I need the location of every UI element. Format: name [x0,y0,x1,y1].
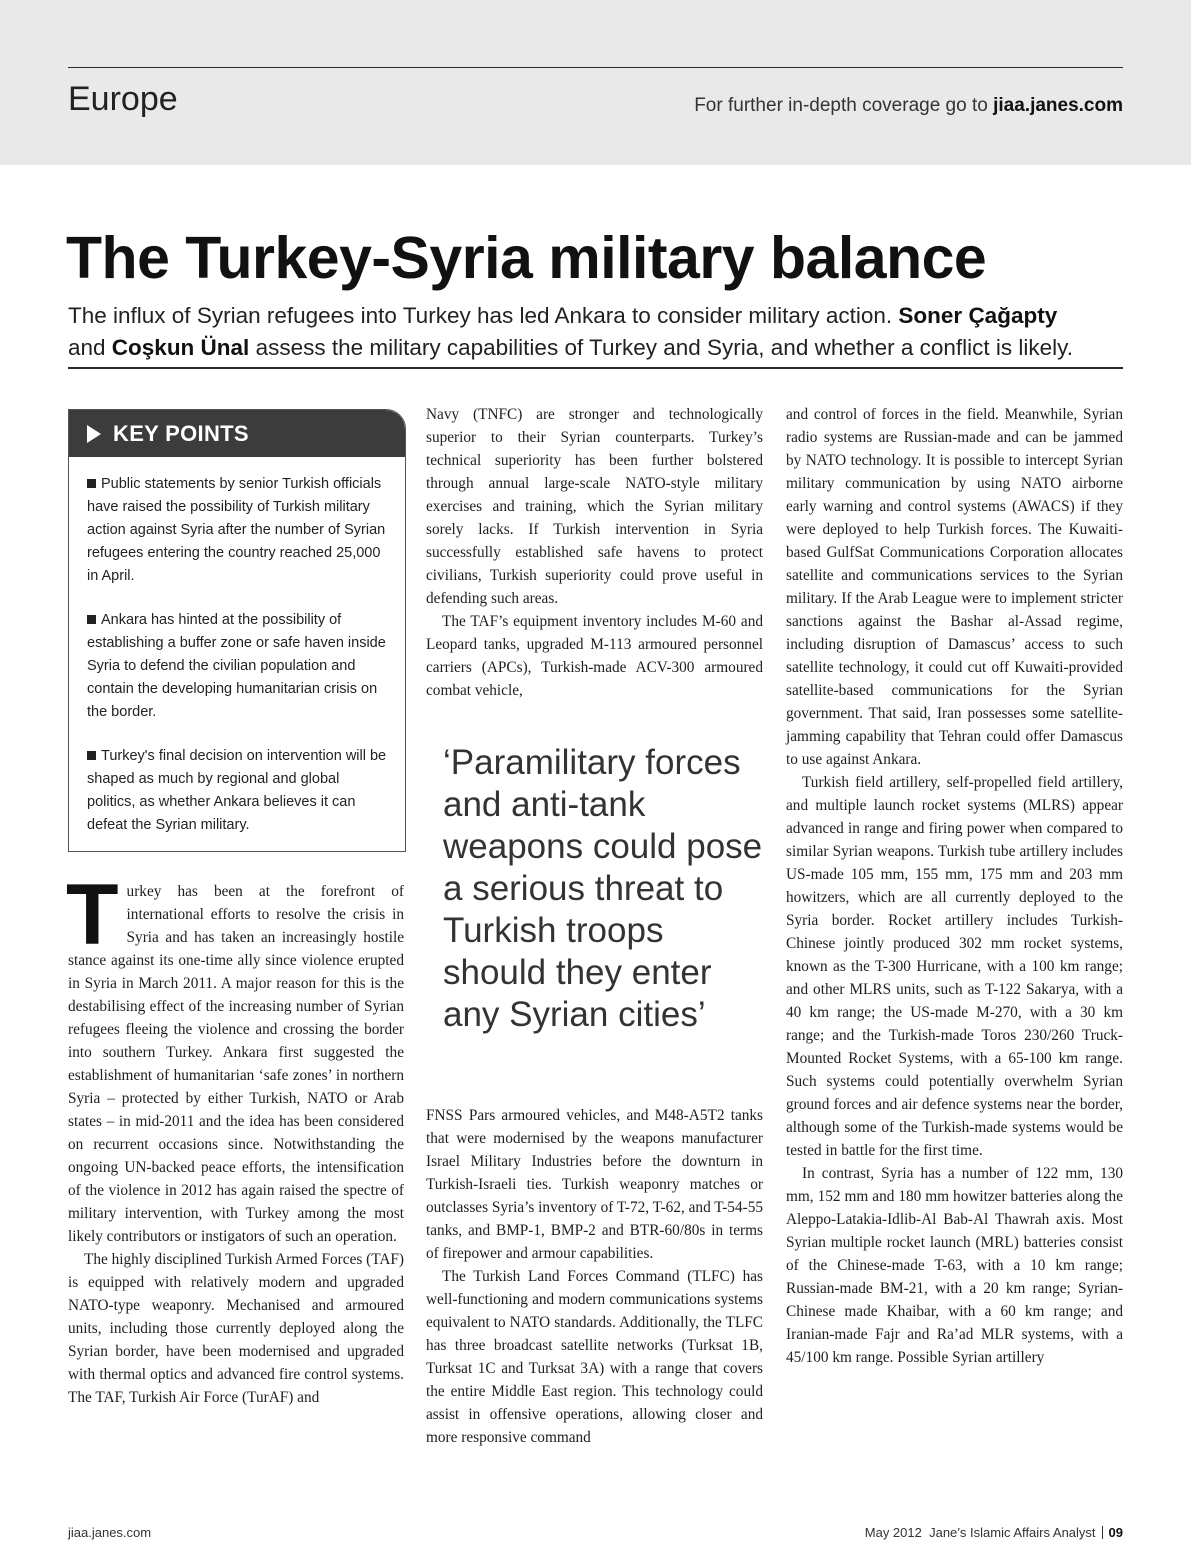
key-points-title: KEY POINTS [113,420,249,446]
standfirst [68,300,1128,364]
header-band [0,0,1191,165]
footer-date: May 2012 [864,1525,922,1540]
key-point-text: Ankara has hinted at the possibility of establishing a buffer zone or safe haven inside Syria to defend the civilian population and contain the developing humanitarian crisis on the border. [87,612,386,720]
play-arrow-icon [87,425,101,443]
header-note [694,95,1123,117]
body-column-2-top [426,403,763,702]
section-label: Europe [68,80,178,118]
body-paragraph: Navy (TNFC) are stronger and technologically superior to their Syrian counterparts. Turkey’s technical superiority has been further bolstered through annual large-scale NATO-style military exercises and training, which the Syrian military sorely lacks. If Turkish intervention in Syria successfully established safe havens to protect civilians, Turkish superiority could prove useful in defending such areas. [426,406,763,607]
body-column-2-bottom [426,1104,763,1449]
key-points-header [69,410,405,457]
footer-publication: Jane’s Islamic Affairs Analyst [929,1525,1096,1540]
body-paragraph: The highly disciplined Turkish Armed Forces (TAF) is equipped with relatively modern and upgraded NATO-type weaponry. Mechanised and armoured units, including those currently deployed along the Syrian border, have been modernised and upgraded with thermal optics and advanced fire control systems. The TAF, Turkish Air Force (TurAF) and [68,1251,404,1406]
key-point-item [87,609,387,724]
header-link[interactable]: jiaa.janes.com [993,95,1123,116]
headline-rule [68,367,1123,369]
body-paragraph: FNSS Pars armoured vehicles, and M48-A5T2 tanks that were modernised by the weapons manufacturer Israel Military Industries before the downturn in Turkish-Israeli ties. Turkish weaponry matches or outclasses Syria’s inventory of T-72, T-62, and T-54-55 tanks, and BMP-1, BMP-2 and BTR-60/80s in terms of firepower and armour capabilities. [426,1107,763,1262]
header-rule [68,67,1123,68]
body-paragraph: The Turkish Land Forces Command (TLFC) has well-functioning and modern communications systems equivalent to NATO standards. Additionally, the TLFC has three broadcast satellite networks (Turksat 1B, Turksat 1C and Turksat 3A) with a range that covers the entire Middle East region. This technology could assist in offensive operations, allowing closer and more responsive command [426,1268,763,1446]
footer-website[interactable]: jiaa.janes.com [68,1525,152,1540]
square-bullet-icon [87,479,96,488]
body-paragraph: In contrast, Syria has a number of 122 mm, 130 mm, 152 mm and 180 mm howitzer batteries along the Aleppo-Latakia-Idlib-Al Bab-Al Thawrah axis. Most Syrian multiple rocket launch (MRL) batteries consist of the Chinese-made T-63, with a 10 km range; Russian-made BM-21, with a 20 km range; Syrian-Chinese made Khaibar, with a 60 km range; and Iranian-made Fajr and Ra’ad MLR systems, with a 45/100 km range. Possible Syrian artillery [786,1165,1123,1366]
footer-info [865,1525,1123,1540]
square-bullet-icon [87,751,96,760]
body-paragraph: Turkish field artillery, self-propelled field artillery, and multiple launch rocket systems (MLRS) appear advanced in range and firing power when compared to similar Syrian weapons. Turkish tube artillery includes US-made 105 mm, 155 mm, 175 mm and 203 mm howitzers, which are all currently deployed to the Syria border. Rocket artillery includes Turkish-Chinese jointly produced 302 mm rocket systems, known as the T-300 Hurricane, with a 100 km range; and other MLRS units, such as T-122 Sakarya, with a 40 km range; the US-made M-270, with a 30 km range; and the Turkish-made Toros 230/260 Truck-Mounted Rocket Systems, with a 65-100 km range. Such systems could potentially overwhelm Syrian ground forces and air defence systems near the border, although some of the Turkish-made systems would be tested in battle for the first time. [786,774,1123,1159]
body-paragraph: and control of forces in the field. Meanwhile, Syrian radio systems are Russian-made and can be jammed by NATO technology. It is possible to intercept Syrian military communication by using NATO airborne early warning and control systems (AWACS) if they were deployed to help Turkish forces. The Kuwaiti-based GulfSat Communications Corporation allocates satellite and communications services to the Syrian military. If the Arab League were to implement stricter sanctions against the Bashar al-Assad regime, including disruption of Damascus’ access to such satellite technology, it could cut off Kuwaiti-provided satellite-based communications for the Syrian government. That said, Iran possesses some satellite-jamming capability that Tehran could offer Damascus to use against Ankara. [786,406,1123,768]
page-number: 09 [1108,1525,1123,1540]
author-2: Coşkun Ünal [111,335,250,360]
key-point-text: Public statements by senior Turkish officials have raised the possibility of Turkish military action against Syria after the number of Syrian refugees entering the country reached 25,000 in April. [87,476,386,584]
author-1: Soner Çağapty [898,303,1058,328]
drop-cap: T [66,867,119,963]
key-point-text: Turkey's final decision on intervention will be shaped as much by regional and global politics, as whether Ankara believes it can defeat the Syrian military. [87,748,387,833]
body-paragraph: The TAF’s equipment inventory includes M-60 and Leopard tanks, upgraded M-113 armoured personnel carriers (APCs), Turkish-made ACV-300 armoured combat vehicle, [426,613,763,699]
body-text: urkey has been at the forefront of international efforts to resolve the crisis in Syria and has taken an increasingly hostile stance against its one-time ally since violence erupted in Syria in March 2011. A major reason for this is the destabilising effect of the increasing number of Syrian refugees fleeing the violence and crossing the border into southern Turkey. Ankara first suggested the establishment of humanitarian ‘safe zones’ in northern Syria – protected by either Turkish, NATO or Arab states – in mid-2011 and the idea has been considered on recurrent occasions since. Notwithstanding the ongoing UN-backed peace efforts, the intensification of the violence in 2012 has again raised the spectre of military intervention, with Turkey among the most likely contributors or instigators of such an operation. [68,883,404,1245]
standfirst-text-2: and [68,335,112,360]
square-bullet-icon [87,615,96,624]
header-note-text: For further in-depth coverage go to [694,95,994,116]
key-point-item [87,473,387,588]
pull-quote: ‘Paramilitary forces and anti-tank weapons could pose a serious threat to Turkish troops should they enter any Syrian cities’ [443,743,763,1034]
key-points-box [68,409,406,852]
body-column-3 [786,403,1123,1369]
headline: The Turkey-Syria military balance [66,225,987,291]
standfirst-text-3: assess the military capabilities of Turkey and Syria, and whether a conflict is likely. [249,335,1074,360]
standfirst-text-1: The influx of Syrian refugees into Turkey has led Ankara to consider military action. [68,303,899,328]
body-paragraph [66,867,404,1248]
footer-divider [1102,1526,1103,1539]
key-point-item [87,745,387,837]
body-column-1 [66,867,404,1409]
